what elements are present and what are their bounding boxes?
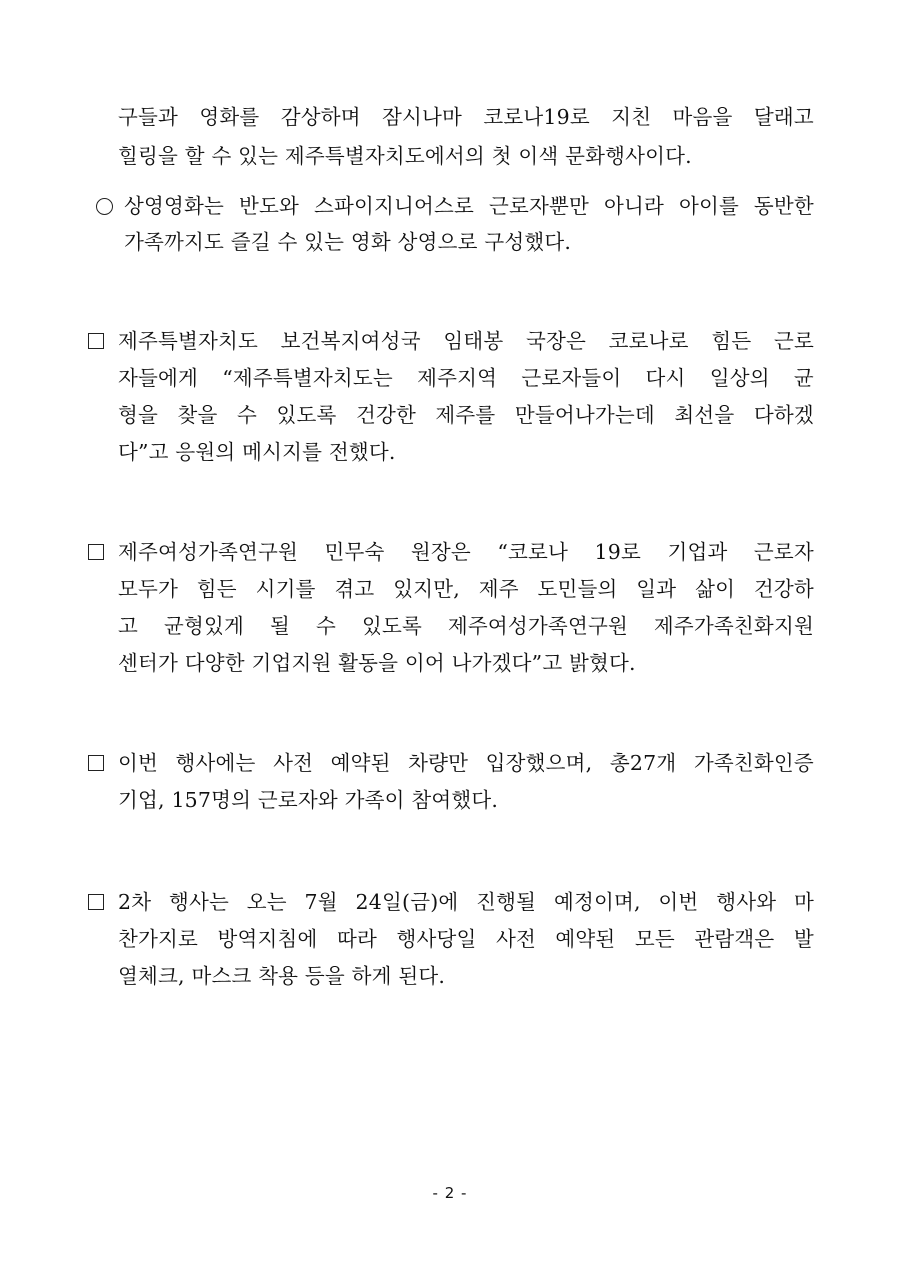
word: 사전	[495, 927, 536, 951]
word: 근로자	[753, 540, 814, 564]
word: 찾을	[177, 403, 218, 427]
word: 제주여성가족연구원	[447, 614, 628, 638]
word: 제주지역	[417, 366, 498, 390]
word: 고	[118, 614, 139, 638]
word: 잠시나마	[382, 105, 463, 129]
word: 코로나로	[608, 329, 689, 353]
word: 방역지침에	[217, 927, 318, 951]
word: 균	[793, 366, 814, 390]
word: 찬가지로	[118, 927, 199, 951]
word: 제주가족친화지원	[653, 614, 814, 638]
word: 행사에는	[175, 751, 256, 775]
word: 구들과	[118, 105, 179, 129]
word: “제주특별자치도는	[222, 366, 393, 390]
word: 자들에게	[118, 366, 199, 390]
word: 최선을	[674, 403, 735, 427]
square-bullet-icon	[88, 755, 104, 771]
word: 마음을	[672, 105, 733, 129]
paragraph-2-line-2: 가족까지도 즐길 수 있는 영화 상영으로 구성했다.	[124, 230, 572, 254]
word: 있도록	[276, 403, 337, 427]
word: 24일(금)에	[355, 890, 459, 914]
word: 마	[793, 890, 814, 914]
word: 관람객은	[694, 927, 775, 951]
word: 제주	[478, 577, 519, 601]
word: 다하겠	[753, 403, 814, 427]
paragraph-3-line-1	[118, 326, 814, 356]
paragraph-6-line-3: 열체크, 마스크 착용 등을 하게 된다.	[118, 964, 446, 988]
paragraph-3-line-4: 다”고 응원의 메시지를 전했다.	[118, 440, 396, 464]
word: 일상의	[709, 366, 770, 390]
word: 근로자들이	[521, 366, 622, 390]
word: 19로	[594, 540, 642, 564]
word: 힘든	[711, 329, 752, 353]
paragraph-2-line-1	[124, 191, 814, 221]
square-bullet-icon	[88, 333, 104, 349]
word: 제주를	[435, 403, 496, 427]
word: 스파이지니어스로	[313, 194, 474, 218]
paragraph-4-line-3	[118, 611, 814, 641]
word: 영화를	[199, 105, 260, 129]
word: 원장은	[410, 540, 471, 564]
word: 차량만	[408, 751, 469, 775]
word: 동반한	[753, 194, 814, 218]
word: 감상하며	[280, 105, 361, 129]
word: 7월	[304, 890, 338, 914]
word: 입장했으며,	[485, 751, 593, 775]
word: 예정이며,	[553, 890, 641, 914]
word: 도민들의	[537, 577, 618, 601]
word: 코로나19로	[483, 105, 590, 129]
word: 수	[315, 614, 336, 638]
word: 민무숙	[324, 540, 385, 564]
word: 모두가	[118, 577, 179, 601]
word: 제주여성가족연구원	[118, 540, 299, 564]
paragraph-6-line-2	[118, 924, 814, 954]
word: 힘든	[196, 577, 237, 601]
word: 보건복지여성국	[280, 329, 421, 353]
word: 건강하	[753, 577, 814, 601]
word: 있도록	[361, 614, 422, 638]
word: 가족친화인증	[693, 751, 814, 775]
word: 발	[793, 927, 814, 951]
square-bullet-icon	[88, 544, 104, 560]
paragraph-6-line-1	[118, 887, 814, 917]
word: 행사는	[169, 890, 230, 914]
word: 사전	[273, 751, 314, 775]
paragraph-5-line-2: 기업, 157명의 근로자와 가족이 참여했다.	[118, 788, 499, 812]
word: 근로	[773, 329, 814, 353]
word: 따라	[336, 927, 377, 951]
word: 있지만,	[393, 577, 460, 601]
word: 국장은	[526, 329, 587, 353]
word: 예약된	[330, 751, 391, 775]
page-number: - 2 -	[432, 1184, 468, 1202]
word: “코로나	[497, 540, 569, 564]
word: 다시	[645, 366, 686, 390]
word: 이번	[118, 751, 159, 775]
word: 수	[236, 403, 257, 427]
word: 아이를	[678, 194, 739, 218]
word: 지친	[611, 105, 652, 129]
word: 반도와	[238, 194, 299, 218]
word: 삶이	[695, 577, 736, 601]
word: 건강한	[355, 403, 416, 427]
word: 시기를	[255, 577, 316, 601]
paragraph-1-line-2: 힐링을 할 수 있는 제주특별자치도에서의 첫 이색 문화행사이다.	[118, 144, 692, 168]
circle-bullet-icon	[96, 198, 113, 215]
paragraph-4-line-2	[118, 574, 814, 604]
word: 될	[269, 614, 290, 638]
word: 일과	[636, 577, 677, 601]
paragraph-3-line-2	[118, 363, 814, 393]
word: 제주특별자치도	[118, 329, 259, 353]
paragraph-4-line-1	[118, 537, 814, 567]
word: 임태봉	[443, 329, 504, 353]
word: 달래고	[753, 105, 814, 129]
word: 기업과	[667, 540, 728, 564]
word: 오는	[246, 890, 287, 914]
word: 총27개	[609, 751, 677, 775]
paragraph-5-line-1	[118, 748, 814, 778]
word: 행사당일	[396, 927, 477, 951]
word: 행사와	[716, 890, 777, 914]
paragraph-4-line-4: 센터가 다양한 기업지원 활동을 이어 나가겠다”고 밝혔다.	[118, 651, 636, 675]
paragraph-1-line-1	[118, 102, 814, 132]
word: 아니라	[603, 194, 664, 218]
word: 예약된	[555, 927, 616, 951]
word: 균형있게	[163, 614, 244, 638]
word: 진행될	[476, 890, 537, 914]
word: 근로자뿐만	[488, 194, 589, 218]
word: 만들어나가는데	[514, 403, 655, 427]
word: 모든	[634, 927, 675, 951]
word: 형을	[118, 403, 159, 427]
word: 상영영화는	[124, 194, 225, 218]
paragraph-3-line-3	[118, 400, 814, 430]
square-bullet-icon	[88, 894, 104, 910]
word: 2차	[118, 890, 152, 914]
word: 이번	[658, 890, 699, 914]
word: 겪고	[334, 577, 375, 601]
